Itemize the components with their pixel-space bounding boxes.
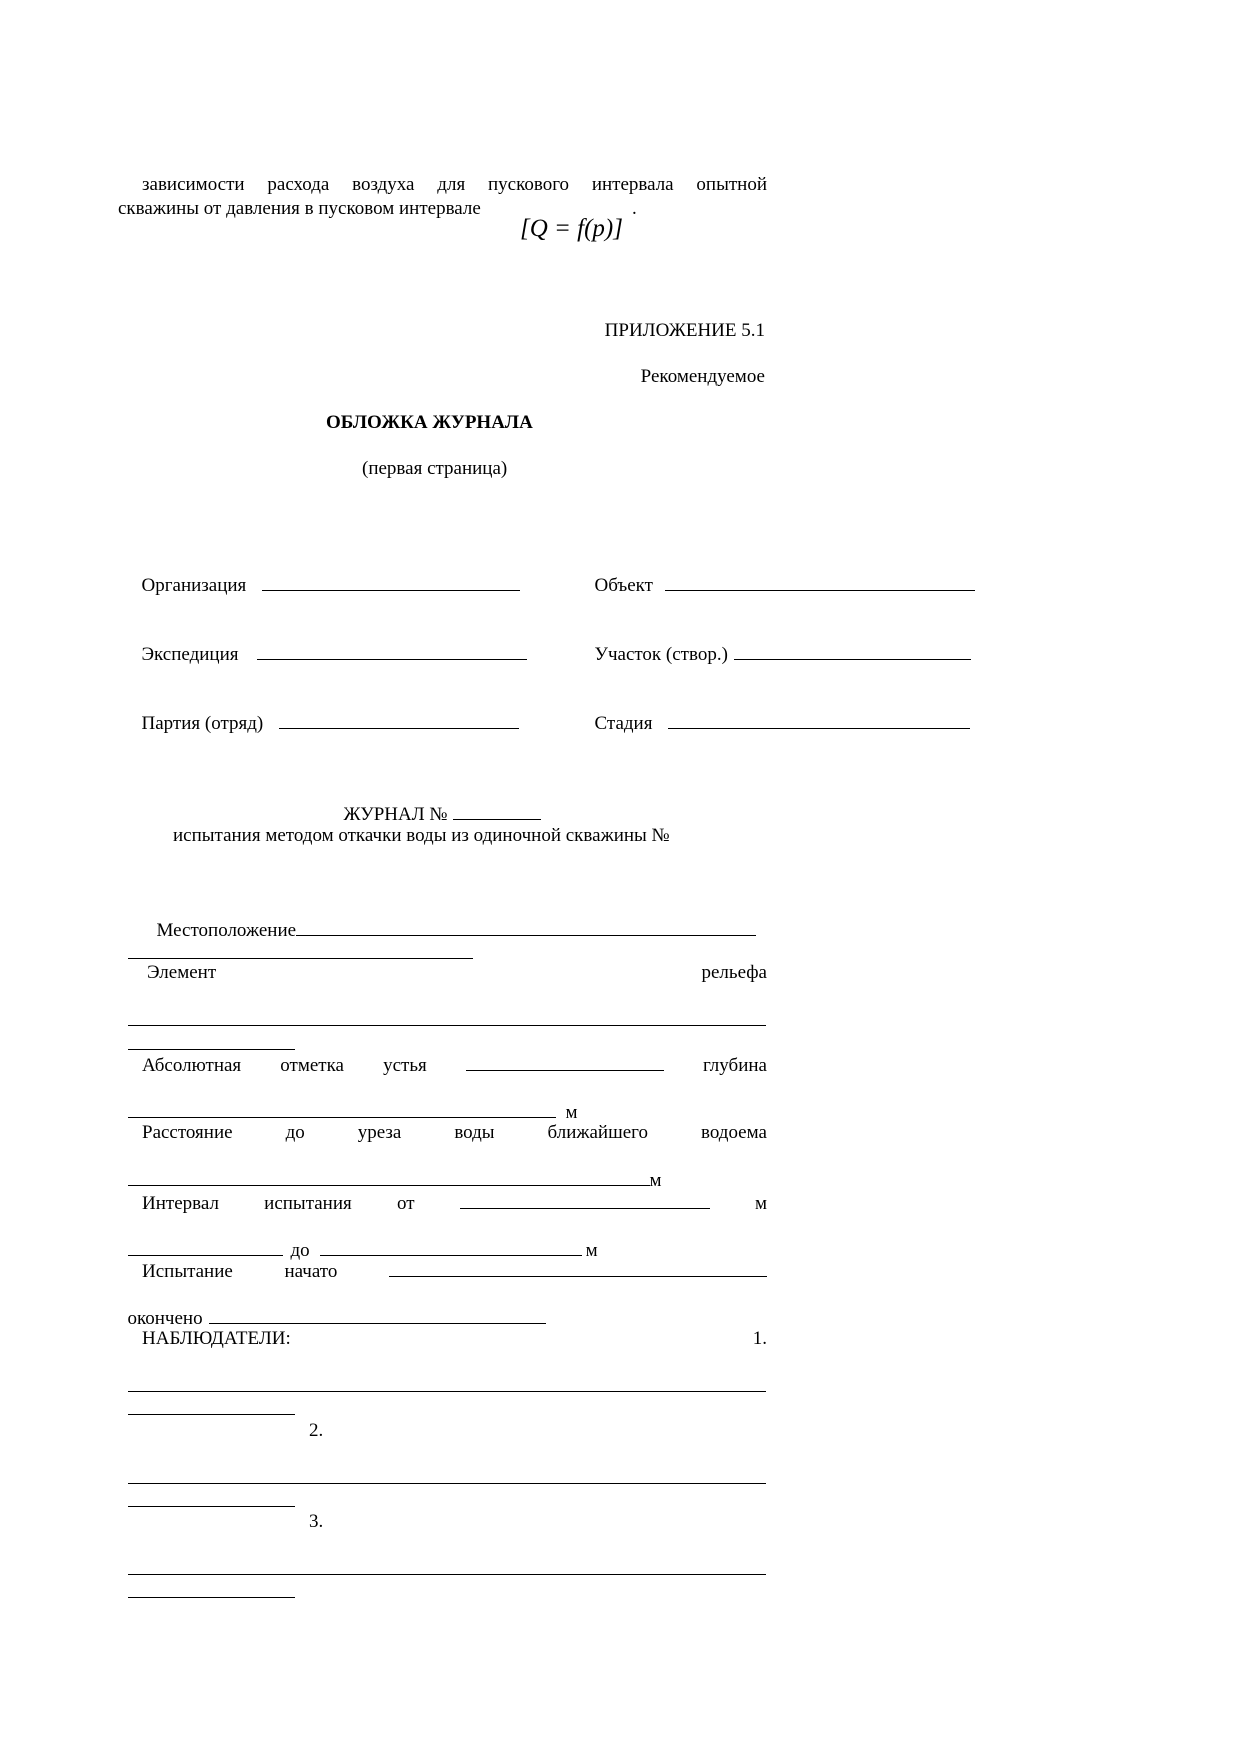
- interval-word: Интервал: [142, 1193, 219, 1214]
- cover-subtitle: (первая страница): [362, 458, 508, 479]
- section-field: [585, 618, 971, 667]
- observer-3-blank-line-2: [118, 1556, 295, 1605]
- relief-line: [147, 961, 767, 985]
- stage-label: Стадия: [594, 713, 653, 734]
- journal-title-line: [334, 778, 541, 827]
- elevation-word: Абсолютная: [142, 1055, 242, 1076]
- distance-word: воды: [454, 1122, 495, 1143]
- organization-label: Организация: [141, 575, 247, 596]
- section-label: Участок (створ.): [594, 644, 728, 665]
- journal-description: испытания методом откачки воды из одиночной скважины №: [173, 825, 670, 846]
- interval-to-unit: м: [585, 1240, 598, 1261]
- elevation-blank: [466, 1053, 664, 1071]
- observer-1-blank-line-2: [118, 1373, 295, 1422]
- appendix-recommended: Рекомендуемое: [640, 366, 765, 387]
- party-field: [132, 687, 519, 736]
- observer-1-blank-2: [128, 1397, 295, 1415]
- interval-word: испытания: [264, 1193, 352, 1214]
- distance-word: водоема: [700, 1122, 767, 1143]
- observer-number-3: 3.: [309, 1511, 324, 1532]
- party-blank: [279, 711, 519, 729]
- expedition-label: Экспедиция: [141, 644, 239, 665]
- interval-start-blank: [128, 1238, 283, 1256]
- observers-label: НАБЛЮДАТЕЛИ:: [142, 1328, 291, 1349]
- elevation-word: глубина: [702, 1055, 767, 1076]
- interval-line: [142, 1191, 767, 1216]
- observer-number-2: 2.: [309, 1420, 324, 1441]
- intro-word: расхода: [267, 174, 330, 195]
- distance-word: уреза: [357, 1122, 402, 1143]
- test-started-blank: [389, 1259, 767, 1277]
- intro-word: пускового: [487, 174, 570, 195]
- relief-word: Элемент: [147, 962, 217, 983]
- test-started-word: начато: [284, 1261, 338, 1282]
- stage-blank: [668, 711, 970, 729]
- distance-blank: [128, 1168, 650, 1186]
- distance-line: [142, 1121, 767, 1145]
- location-line-2: [118, 917, 473, 966]
- party-label: Партия (отряд): [141, 713, 264, 734]
- elevation-word: отметка: [280, 1055, 344, 1076]
- stage-field: [585, 687, 970, 736]
- intro-word: зависимости: [142, 174, 245, 195]
- distance-unit: м: [649, 1170, 662, 1191]
- interval-to-blank: [320, 1238, 582, 1256]
- formula: [Q = f(p)]: [520, 215, 623, 242]
- location-label: Местоположение: [156, 920, 297, 941]
- distance-word: Расстояние: [142, 1122, 233, 1143]
- interval-unit: м: [754, 1193, 767, 1214]
- intro-line-2: скважины от давления в пусковом интервале: [118, 198, 481, 219]
- relief-blank-2: [128, 1032, 295, 1050]
- relief-blank-line-2: [118, 1008, 295, 1057]
- expedition-field: [132, 618, 527, 667]
- observer-3-blank-2: [128, 1580, 295, 1598]
- distance-blank-line: [118, 1144, 662, 1193]
- test-started-word: Испытание: [142, 1261, 233, 1282]
- test-started-line: [142, 1259, 767, 1284]
- intro-period: .: [632, 198, 637, 219]
- test-finished-label: окончено: [127, 1308, 203, 1329]
- interval-to-line: [118, 1214, 598, 1263]
- intro-line-1: [142, 173, 767, 197]
- location-blank-2: [128, 941, 473, 959]
- object-field: [585, 549, 975, 598]
- distance-word: до: [285, 1122, 305, 1143]
- intro-word: интервала: [591, 174, 674, 195]
- elevation-word: устья: [383, 1055, 427, 1076]
- section-blank: [734, 642, 971, 660]
- journal-number-blank: [453, 802, 541, 820]
- intro-word: для: [437, 174, 466, 195]
- relief-word: рельефа: [701, 962, 767, 983]
- interval-word: от: [396, 1193, 415, 1214]
- test-finished-blank: [209, 1306, 546, 1324]
- observer-2-blank-line-2: [118, 1465, 295, 1514]
- appendix-label: ПРИЛОЖЕНИЕ 5.1: [604, 320, 765, 341]
- interval-to-label: до: [290, 1240, 310, 1261]
- depth-blank: [128, 1100, 556, 1118]
- expedition-blank: [257, 642, 527, 660]
- test-finished-line: [118, 1282, 546, 1331]
- observer-number-1: 1.: [752, 1328, 767, 1349]
- interval-from-blank: [460, 1191, 710, 1209]
- object-blank: [665, 573, 975, 591]
- depth-line: [118, 1076, 578, 1125]
- depth-unit: м: [565, 1102, 578, 1123]
- organization-field: [132, 549, 520, 598]
- intro-word: воздуха: [352, 174, 415, 195]
- distance-word: ближайшего: [547, 1122, 648, 1143]
- observers-line: [142, 1327, 767, 1351]
- observer-2-blank-2: [128, 1489, 295, 1507]
- organization-blank: [262, 573, 520, 591]
- object-label: Объект: [594, 575, 653, 596]
- journal-title: ЖУРНАЛ №: [343, 804, 448, 825]
- cover-title: ОБЛОЖКА ЖУРНАЛА: [326, 412, 533, 433]
- elevation-line: [142, 1053, 767, 1078]
- intro-word: опытной: [696, 174, 767, 195]
